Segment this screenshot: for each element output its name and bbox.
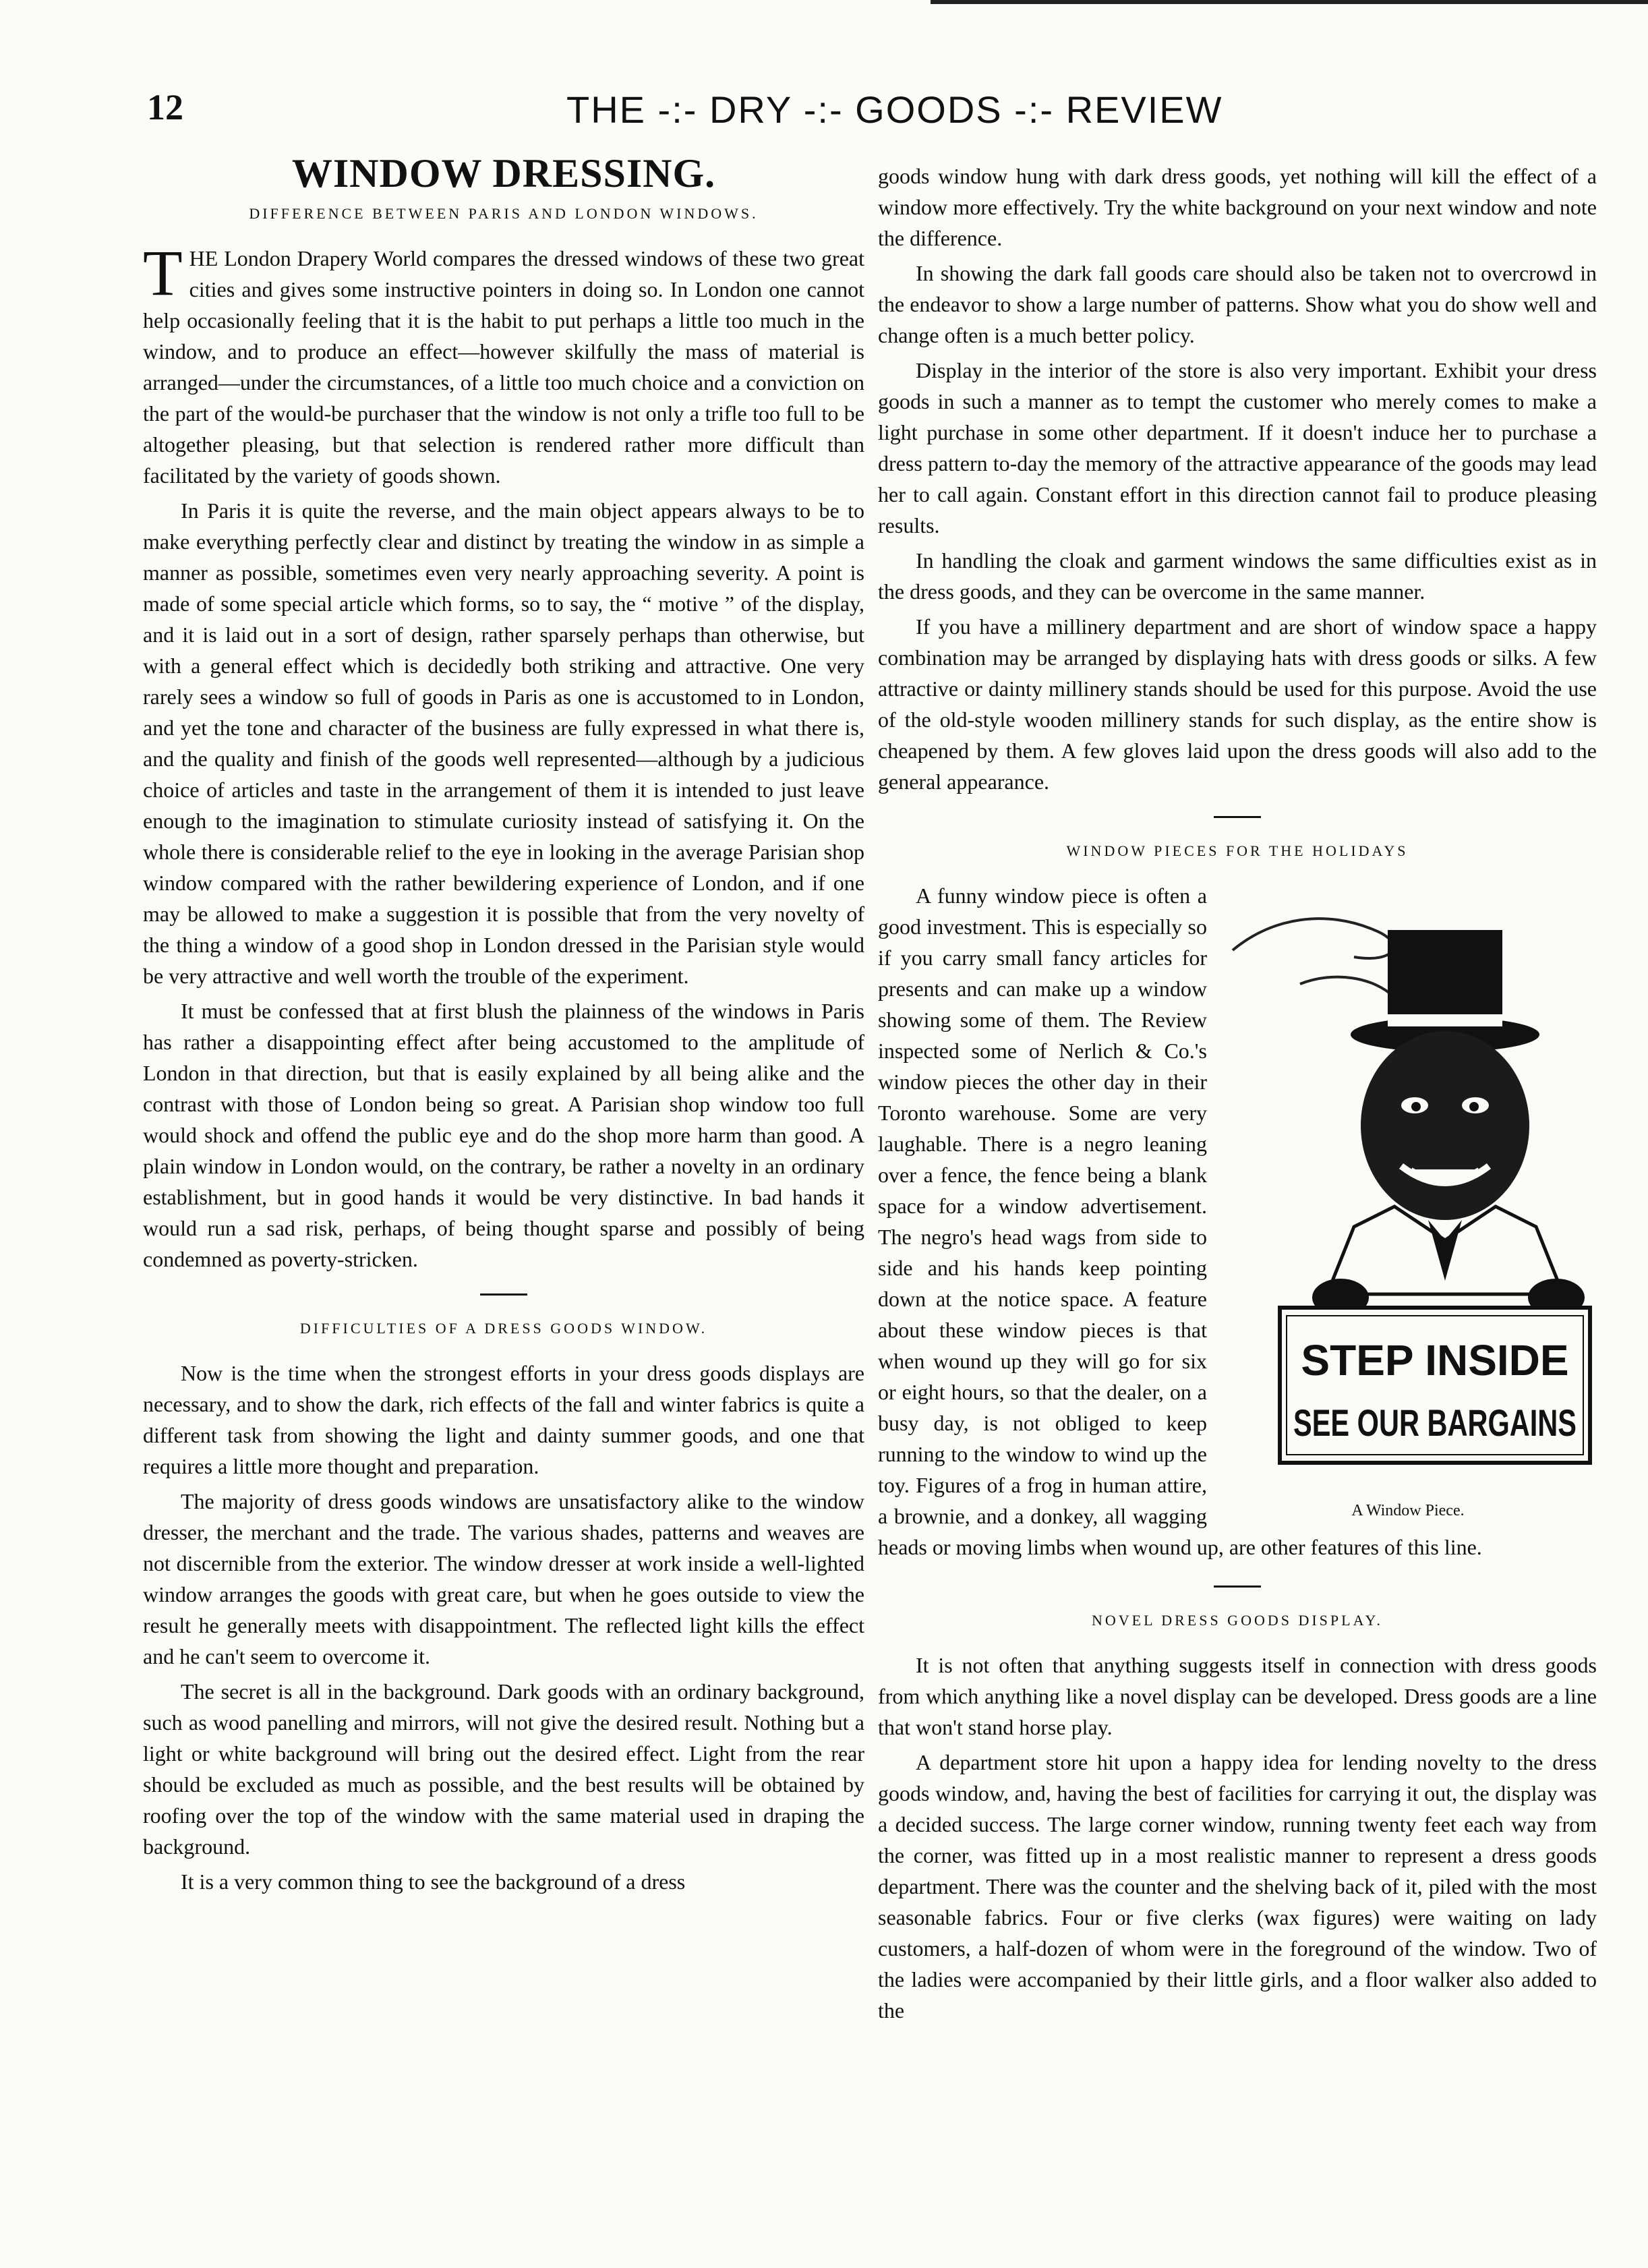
face-icon xyxy=(1361,1031,1529,1220)
top-border-rule xyxy=(931,0,1648,4)
section-divider xyxy=(1214,1586,1261,1588)
drop-cap: T xyxy=(143,237,183,309)
section-subhead-paris-london: DIFFERENCE BETWEEN PARIS AND LONDON WINDOWS. xyxy=(249,205,759,222)
paragraph: The secret is all in the background. Dark goods with an ordinary background, such as wood panelling and mirrors, will not give the desired result. Nothing but a light or white background will bring out the desired effect. Light from the rear should be excluded as much as possible, and the best results will be obtained by roofing over the top of the window with the same material used in draping the background. xyxy=(143,1679,864,1859)
paragraph: In Paris it is quite the reverse, and the main object appears always to be to make everything perfectly clear and distinct by treating the window in as simple a manner as possible, sometimes even very nearly approaching severity. A point is made of some special article which forms, so to say, the “ motive ” of the display, and it is laid out in a sort of design, rather sparsely perhaps than otherwise, but with a general effect which is decidedly both striking and attractive. One very rarely sees a window so full of goods in Paris as one is accustomed to in London, and yet the tone and character of the business are fully expressed in what there is, and the quality and finish of the goods well represented—although by a judicious choice of articles and taste in the arrangement of them it is intended to just leave enough to the imagination to stimulate curiosity instead of satisfying it. On the whole there is considerable relief to the eye in looking in the average Parisian shop window compared with the rather bewildering experience of London, and if one may be allowed to make a suggestion it is possible that from the very novelty of the thing a window of a good shop in London dressed in the Parisian style would be very attractive and well worth the trouble of the experiment. xyxy=(143,498,864,988)
paragraph: A department store hit upon a happy idea for lending novelty to the dress goods window, and, having the best of facilities for carrying it out, the display was a decided success. The large corner window, running twenty feet each way from the corner, was fitted up in a most realistic manner to represent a dress goods department. There was the counter and the shelving back of it, piled with the most seasonable fabrics. Four or five clerks (wax figures) were waiting on lady customers, a half-dozen of whom were in the foreground of the window. Two of the ladies were accompanied by their little girls, and a floor walker also added to the xyxy=(878,1750,1597,2023)
paragraph: A funny window piece is often a good investment. This is especially so if you carry small fancy articles for presents and can make up a window showing some of them. The Review inspected some of Nerlich & Co.'s window pieces the other day in their Toronto warehouse. Some are very laughable. There is a negro leaning over a fence, the fence being a blank space for a window advertisement. The negro's head wags from side to side and his hands keep pointing down at the notice space. A feature about these window pieces is that when wound up they will go for six or eight hours, so that the dealer, on a busy day, is not obliged to keep running to the window to wind up the toy. Figures of a frog in human attire, a brownie, and a donkey, all wagging heads or moving limbs when wound up, are other features of this line. xyxy=(878,883,1482,1559)
paragraph: THE London Drapery World compares the dressed windows of these two great cities and gives some instructive pointers in doing so. In London one cannot help occasionally feeling that it is the habit to put perhaps a little too much in the window, and to produce an effect—however skilfully the mass of material is arranged—under the circumstances, of a little too much choice and a conviction on the part of the would-be purchaser that the window is not only a trifle too full to be altogether pleasing, but that selection is rendered rather more difficult than facilitated by the variety of goods shown. xyxy=(143,237,864,488)
section-divider xyxy=(480,1293,527,1296)
paragraph: In handling the cloak and garment windows the same difficulties exist as in the dress goods, and they can be overcome in the same manner. xyxy=(878,548,1597,604)
paragraph: If you have a millinery department and are short of window space a happy combination may be arranged by displaying hats with dress goods or silks. A few attractive or dainty millinery stands should be used for this purpose. Avoid the use of the old-style wooden millinery stands for such display, as the entire show is cheapened by them. A few gloves laid upon the dress goods will also add to the general appearance. xyxy=(878,614,1597,794)
paragraph: It must be confessed that at first blush the plainness of the windows in Paris has rather a disappointing effect after being accustomed to the amplitude of London in that direction, but that is easily explained by all being alike and the contrast with those of London being so great. A Parisian shop window too full would shock and offend the public eye and do the shop more harm than good. A plain window in London would, on the contrary, be rather a novelty in an ordinary establishment, but in good hands it would be very distinctive. In bad hands it would run a sad risk, perhaps, of being thought sparse and possibly of being condemned as poverty-stricken. xyxy=(143,999,864,1271)
paragraph: goods window hung with dark dress goods, yet nothing will kill the effect of a window more effectively. Try the white background on your next window and note the difference. xyxy=(878,164,1597,250)
left-column xyxy=(143,151,864,1901)
paragraph: It is a very common thing to see the background of a dress xyxy=(181,1869,686,1894)
article-headline: WINDOW DRESSING. xyxy=(291,151,716,196)
right-column xyxy=(878,161,1597,2030)
window-piece-illustration xyxy=(1219,903,1597,1483)
paragraph: Now is the time when the strongest efforts in your dress goods displays are necessary, and to show the dark, rich effects of the fall and winter fabrics is quite a different task from showing the light and dainty summer goods, and one that requires a little more thought and preparation. xyxy=(143,1361,864,1478)
paragraph: In showing the dark fall goods care should also be taken not to overcrowd in the endeavor to show a large number of patterns. Show what you do show well and change often is a much better policy. xyxy=(878,261,1597,347)
section-subhead-holidays: WINDOW PIECES FOR THE HOLIDAYS xyxy=(1066,842,1409,859)
sign-line-1: STEP INSIDE xyxy=(1301,1336,1569,1385)
paragraph: The majority of dress goods windows are unsatisfactory alike to the window dresser, the merchant and the trade. The various shades, patterns and weaves are not discernible from the exterior. The window dresser at work inside a well-lighted window arranges the goods with great care, but when he goes outside to view the result he generally meets with disappointment. The reflected light kills the effect and he can't seem to overcome it. xyxy=(143,1489,864,1668)
sign-line-2: SEE OUR BARGAINS xyxy=(1293,1401,1577,1444)
page-number: 12 xyxy=(147,87,183,127)
window-piece-figure xyxy=(1219,903,1597,1526)
paragraph: It is not often that anything suggests itself in connection with dress goods from which anything like a novel display can be developed. Dress goods are a line that won't stand horse play. xyxy=(878,1653,1597,1739)
paragraph: Display in the interior of the store is also very important. Exhibit your dress goods in such a manner as to tempt the customer who merely comes to make a light purchase in some other department. If it doesn't induce her to purchase a dress pattern to-day the memory of the attractive appearance of the goods may lead her to call again. Constant effort in this direction cannot fail to produce pleasing results. xyxy=(878,358,1597,537)
section-divider xyxy=(1214,816,1261,818)
section-subhead-novel-display: NOVEL DRESS GOODS DISPLAY. xyxy=(1091,1612,1384,1629)
figure-caption: A Window Piece. xyxy=(1351,1502,1465,1519)
running-title: THE -:- DRY -:- GOODS -:- REVIEW xyxy=(566,88,1223,131)
section-subhead-difficulties: DIFFICULTIES OF A DRESS GOODS WINDOW. xyxy=(299,1320,708,1337)
